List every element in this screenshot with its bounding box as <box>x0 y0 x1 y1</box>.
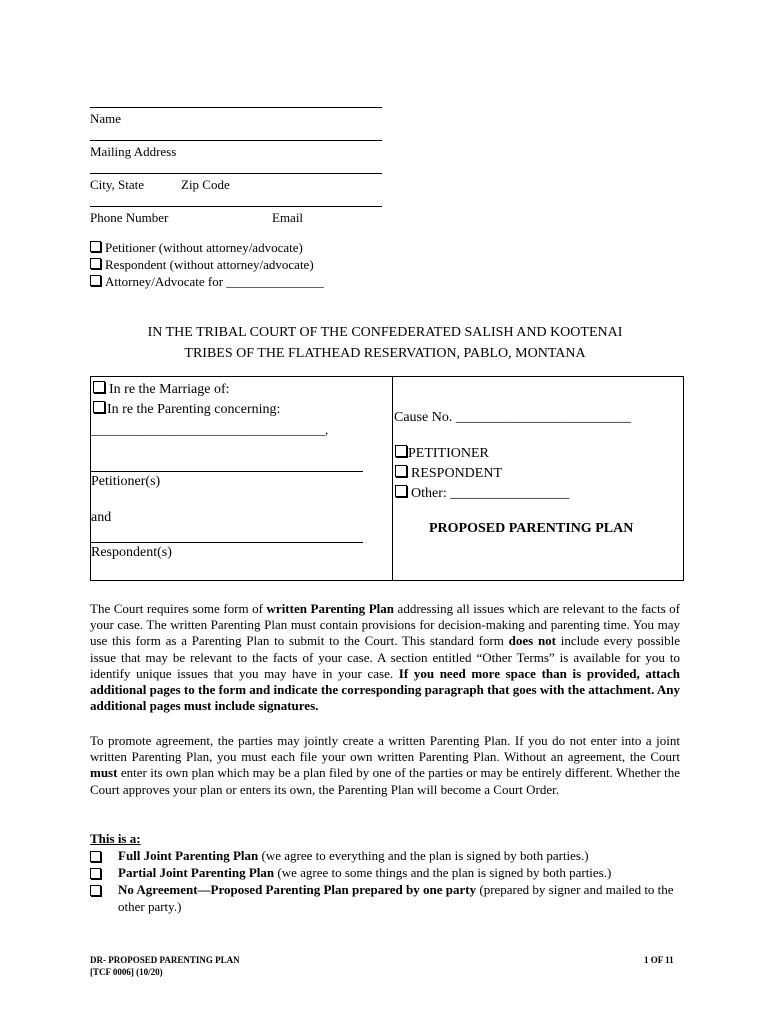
checkbox-icon[interactable] <box>395 485 407 497</box>
checkbox-icon[interactable] <box>395 465 407 477</box>
and-label: and <box>91 510 112 525</box>
plan-type-heading: This is a: <box>90 831 141 846</box>
email-label: Email <box>272 210 304 225</box>
footer-page-number: 1 OF 11 <box>644 955 674 965</box>
court-heading-line1: IN THE TRIBAL COURT OF THE CONFEDERATED SALISH AND KOOTENAI <box>147 325 623 340</box>
caption-divider <box>392 377 393 580</box>
city-zip-line[interactable] <box>90 173 382 174</box>
petitioners-label: Petitioner(s) <box>91 474 161 489</box>
intro-paragraph-2: To promote agreement, the parties may jointly create a written Parenting Plan. If you do not enter into a joint written Parenting Plan, you must each file your own written Parenting Plan. Without an agreement, the Court must enter its own plan which may be a plan filed by one of the parties or may be entirely different. Whether the Court approves your plan or enters its own, the Parenting Plan will become a Court Order. <box>90 733 680 797</box>
city-state-label: City, State <box>90 177 145 192</box>
mailing-address-line[interactable] <box>90 140 382 141</box>
phone-number-label: Phone Number <box>90 210 169 225</box>
other-filing-option[interactable]: Other: _________________ <box>395 485 569 503</box>
role-respondent-option[interactable]: Respondent (without attorney/advocate) <box>90 257 314 273</box>
intro-paragraph-1: The Court requires some form of written Parenting Plan addressing all issues which are relevant to the facts of your case. The written Parenting Plan must contain provisions for decision-making and parenting time. You may use this form as a Parenting Plan to submit to the Court. This standard form does not include every possible issue that may be relevant to the facts of your case. A section entitled “Other Terms” is available for you to identify unique issues that you may have in your case. If you need more space than is provided, attach additional pages to the form and indicate the corresponding paragraph that goes with the attachment. Any additional pages must include signatures. <box>90 601 681 714</box>
no-agreement-option[interactable]: No Agreement—Proposed Parenting Plan prepared by one party (prepared by signer and mailed to the other party.) <box>90 881 690 915</box>
respondents-label: Respondent(s) <box>91 545 172 560</box>
checkbox-icon[interactable] <box>90 868 101 879</box>
name-line[interactable] <box>90 107 382 108</box>
court-heading-line2: TRIBES OF THE FLATHEAD RESERVATION, PABLO, MONTANA <box>184 346 586 361</box>
checkbox-icon[interactable] <box>90 241 101 252</box>
plan-title: PROPOSED PARENTING PLAN <box>429 521 634 536</box>
footer-form-code: [TCF 0006] (10/20) <box>90 967 163 977</box>
footer-form-name: DR- PROPOSED PARENTING PLAN <box>90 955 240 965</box>
full-joint-option[interactable]: Full Joint Parenting Plan (we agree to everything and the plan is signed by both parties.) <box>90 847 690 864</box>
partial-joint-option[interactable]: Partial Joint Parenting Plan (we agree to some things and the plan is signed by both parties.) <box>90 864 690 881</box>
role-petitioner-option[interactable]: Petitioner (without attorney/advocate) <box>90 240 303 256</box>
checkbox-icon[interactable] <box>93 381 105 393</box>
petitioner-filing-option[interactable]: PETITIONER <box>395 445 489 463</box>
checkbox-icon[interactable] <box>90 851 101 862</box>
role-attorney-option[interactable]: Attorney/Advocate for _______________ <box>90 274 324 290</box>
respondent-name-line[interactable] <box>91 542 363 543</box>
petitioner-name-line[interactable] <box>91 471 363 472</box>
case-caption-box <box>90 376 684 581</box>
party-name-field[interactable]: ____________________________________, <box>91 422 329 437</box>
mailing-address-label: Mailing Address <box>90 144 177 159</box>
respondent-filing-option[interactable]: RESPONDENT <box>395 465 502 483</box>
parenting-option[interactable]: In re the Parenting concerning: <box>93 401 280 419</box>
phone-email-line[interactable] <box>90 206 382 207</box>
name-label: Name <box>90 111 122 126</box>
marriage-option[interactable]: In re the Marriage of: <box>93 381 230 399</box>
zip-code-label: Zip Code <box>181 177 230 192</box>
checkbox-icon[interactable] <box>90 275 101 286</box>
cause-number-field[interactable]: Cause No. _________________________ <box>394 410 631 425</box>
checkbox-icon[interactable] <box>395 445 407 457</box>
checkbox-icon[interactable] <box>90 885 101 896</box>
checkbox-icon[interactable] <box>90 258 101 269</box>
checkbox-icon[interactable] <box>93 401 105 413</box>
